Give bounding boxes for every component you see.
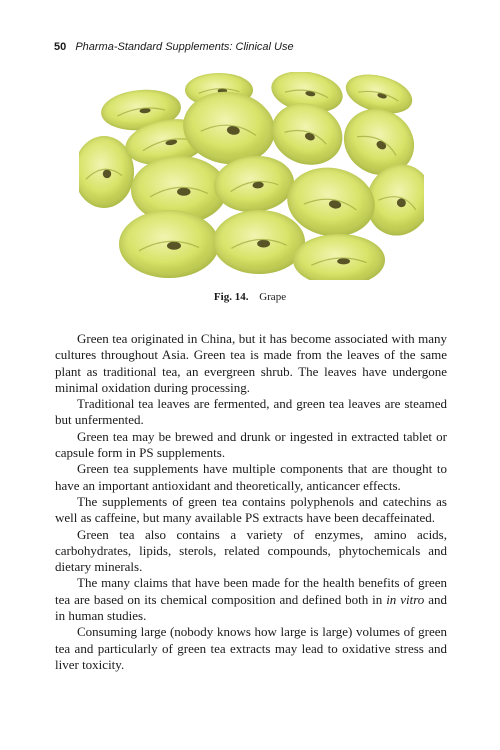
paragraph-text: The many claims that have been made for the health benefits of green tea are based on its chemical composition and defined both in <box>55 575 447 607</box>
figure-caption-text: Grape <box>259 291 287 303</box>
paragraph <box>55 575 447 624</box>
italic-term: in vitro <box>386 591 425 607</box>
grape-photo <box>79 72 424 280</box>
figure-label: Fig. 14. <box>213 291 249 303</box>
body-text <box>55 331 447 673</box>
page-number: 50 <box>54 41 67 53</box>
grape-slice <box>293 234 385 280</box>
grape-slice <box>119 210 219 278</box>
running-title: Pharma-Standard Supplements: Clinical Use <box>75 41 294 53</box>
running-header <box>54 41 294 53</box>
figure-caption <box>0 291 500 303</box>
paragraph-text: and in human studies. <box>55 591 447 624</box>
paragraph: Consuming large (nobody knows how large is large) volumes of green tea and particularly of green tea extracts may lead to oxidative stress and liver toxicity. <box>55 624 447 672</box>
paragraph: Green tea may be brewed and drunk or ingested in extracted tablet or capsule form in PS supplements. <box>55 428 447 461</box>
paragraph: Traditional tea leaves are fermented, and green tea leaves are steamed but unfermented. <box>55 396 447 428</box>
grape-slice <box>213 210 305 274</box>
paragraph: Green tea originated in China, but it has become associated with many cultures throughout Asia. Green tea is made from the leaves of the same plant as traditional tea, an evergreen shrub. The leaves have undergone minimal oxidation during processing. <box>55 331 447 395</box>
paragraph: Green tea also contains a variety of enzymes, amino acids, carbohydrates, lipids, sterols, related compounds, phytochemicals and dietary minerals. <box>55 526 447 575</box>
paragraph: The supplements of green tea contains polyphenols and catechins as well as caffeine, but many available PS extracts have been decaffeinated. <box>55 493 447 526</box>
paragraph: Green tea supplements have multiple components that are thought to have an important antioxidant and theoretically, anticancer effects. <box>55 461 447 493</box>
